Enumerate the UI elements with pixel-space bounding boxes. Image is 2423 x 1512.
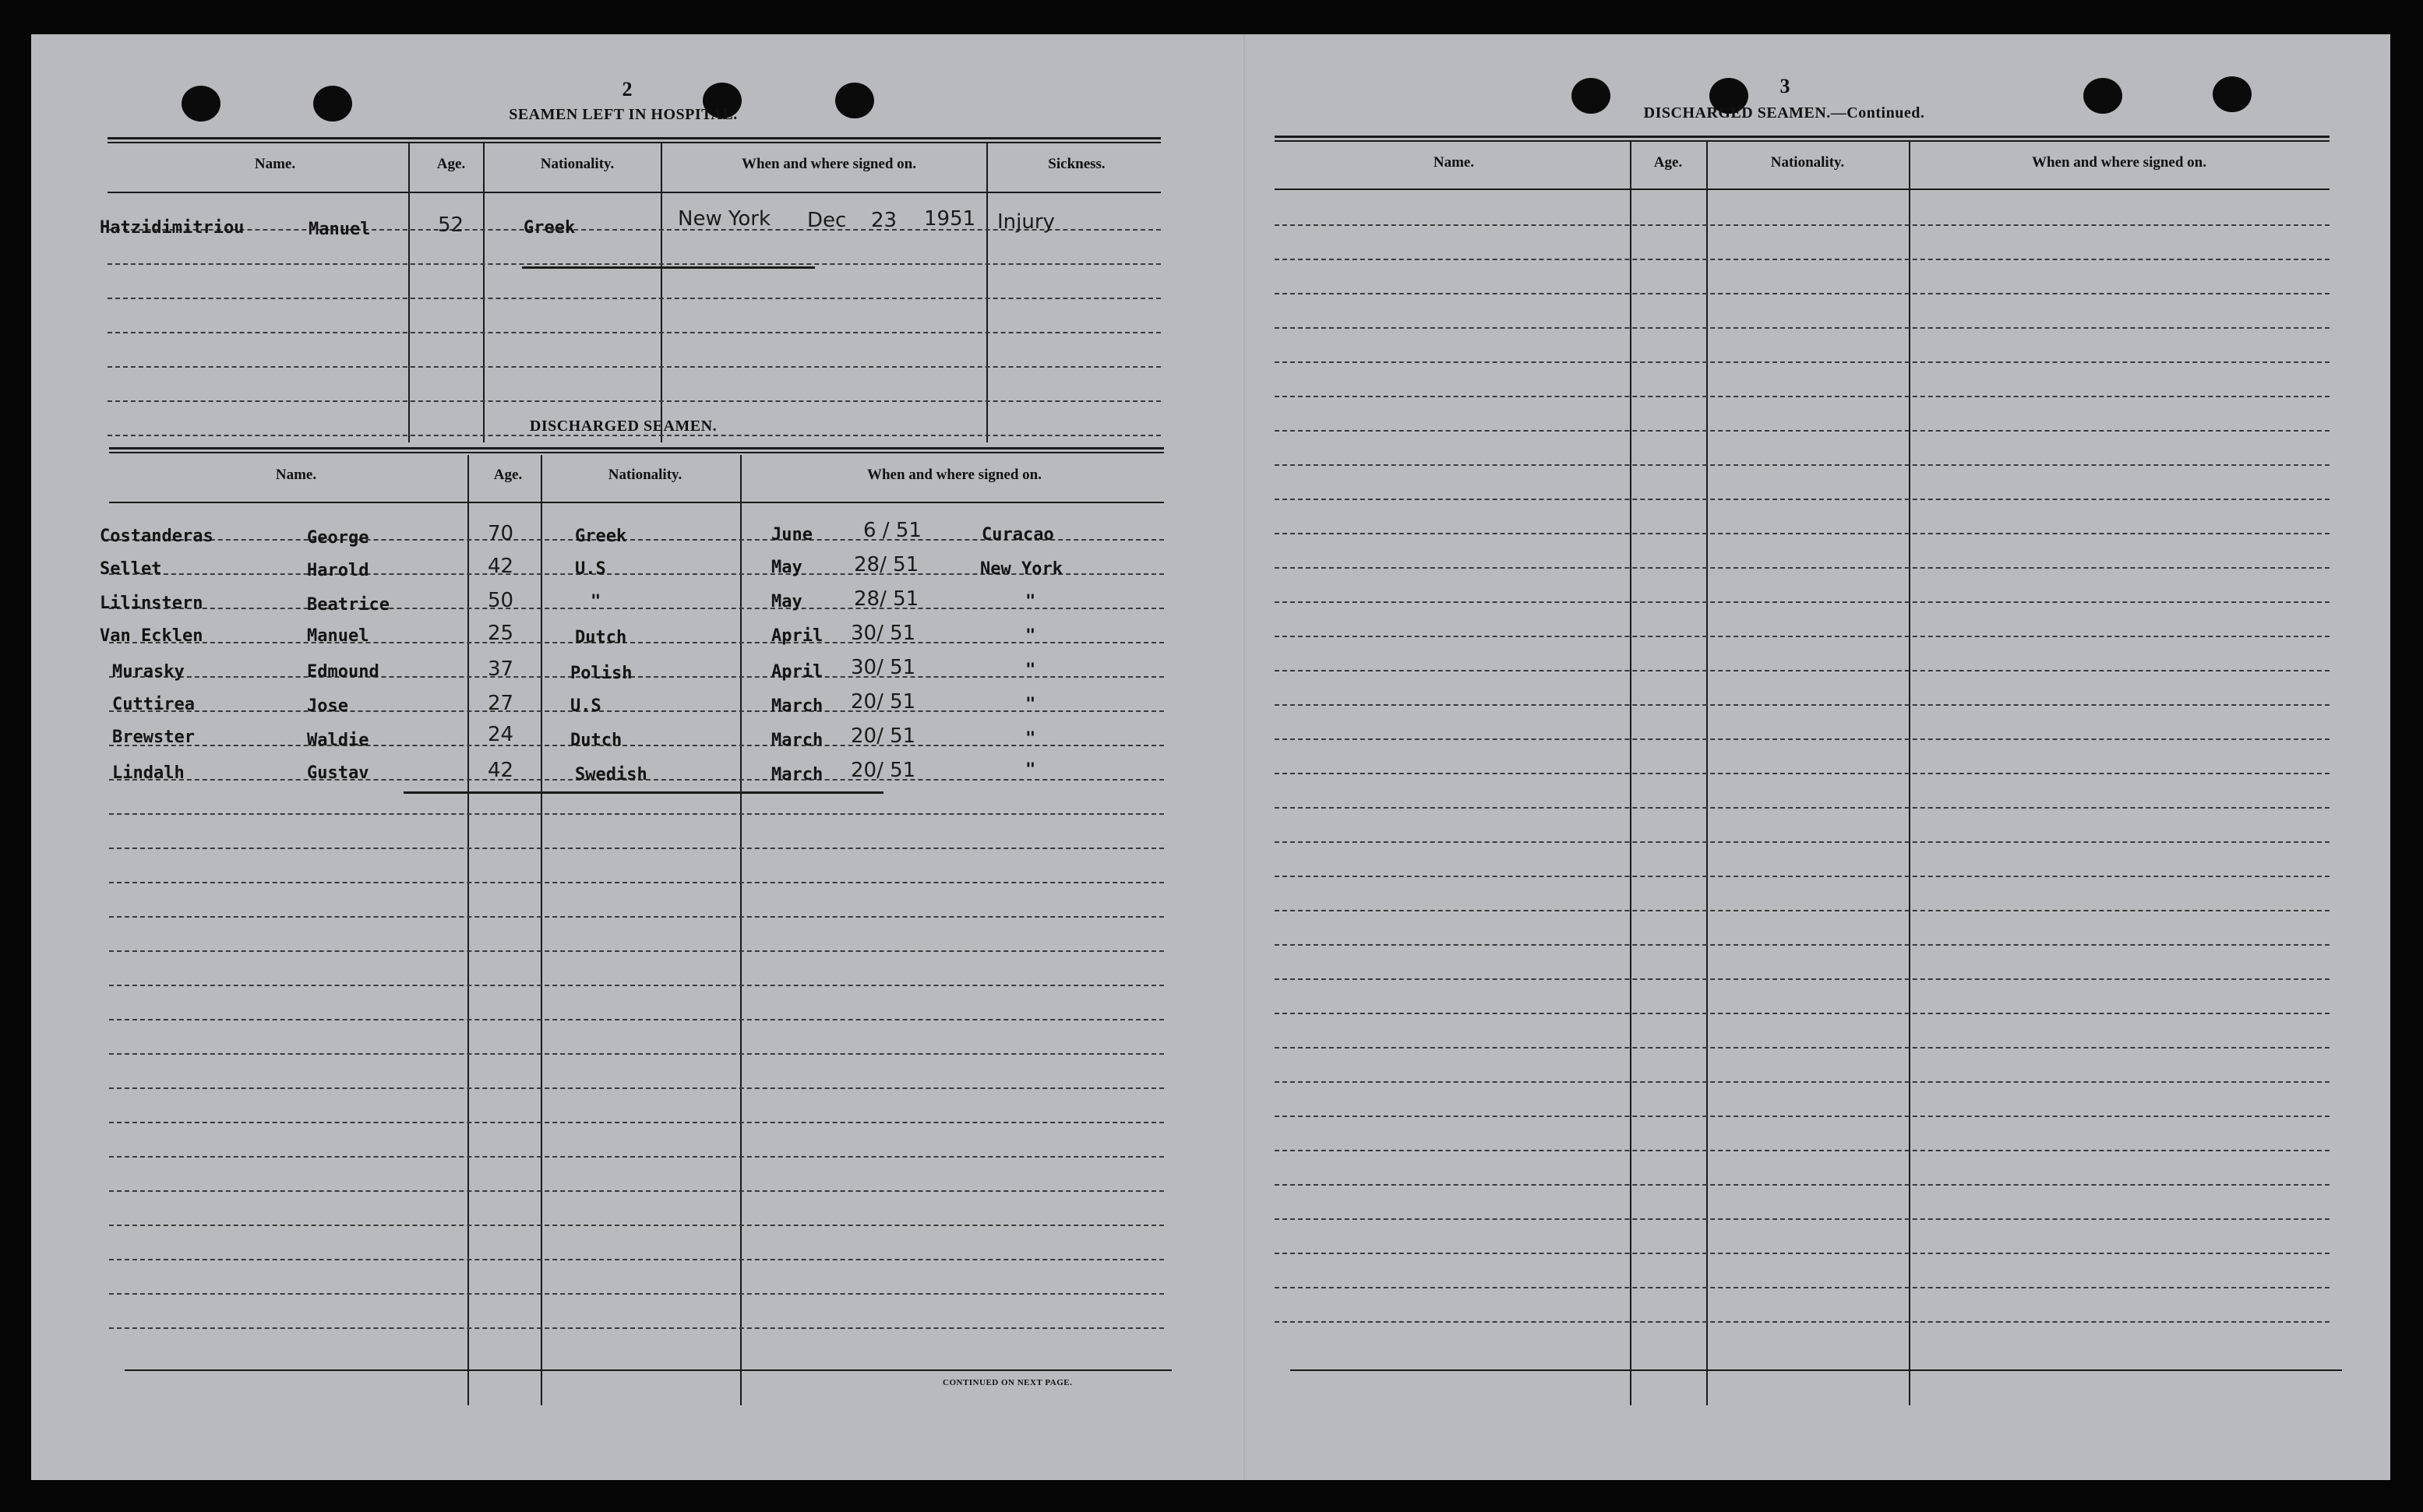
- discharged-signed-date: 30/ 51: [851, 656, 916, 679]
- entry-line: [109, 1225, 1164, 1226]
- entry-line: [1275, 910, 2330, 911]
- discharged-given-name: Gustav: [307, 763, 369, 783]
- discharged-continued-title: DISCHARGED SEAMEN.—Continued.: [1643, 104, 1925, 122]
- discharged-surname: Costanderas: [100, 527, 213, 546]
- entry-line: [1275, 841, 2330, 843]
- entry-line: [1275, 978, 2330, 980]
- entry-line: [109, 710, 1164, 712]
- discharged-nationality: Polish: [570, 664, 633, 683]
- entry-line: [1275, 533, 2330, 534]
- entry-line: [109, 1156, 1164, 1158]
- discharged-age: 37: [488, 657, 514, 681]
- discharged-nationality: Greek: [575, 527, 627, 546]
- col-header-nationality: Nationality.: [540, 156, 615, 172]
- discharged-nationality: U.S: [575, 559, 606, 579]
- entry-line: [1275, 636, 2330, 637]
- col-header-signed-on: When and where signed on.: [2031, 154, 2206, 171]
- col-header-nationality: Nationality.: [608, 467, 682, 483]
- entry-line: [1275, 738, 2330, 740]
- entry-line: [1275, 499, 2330, 500]
- discharged-signed-month: April: [771, 662, 824, 682]
- entry-line: [1275, 1184, 2330, 1186]
- discharged-surname: Murasky: [112, 662, 185, 682]
- col-header-name: Name.: [254, 156, 296, 172]
- entry-line: [1275, 259, 2330, 260]
- entry-line: [109, 848, 1164, 849]
- col-header-age: Age.: [493, 467, 523, 483]
- punch-hole: [313, 86, 352, 122]
- hospital-signed-month: Dec: [807, 209, 847, 232]
- entry-line: [1275, 567, 2330, 569]
- entry-line: [1275, 601, 2330, 603]
- header-rule: [108, 192, 1161, 193]
- discharged-signed-month: May: [771, 592, 802, 611]
- discharged-surname: Sellet: [100, 559, 162, 579]
- column-divider: [483, 143, 485, 442]
- col-header-signed-on: When and where signed on.: [866, 467, 1042, 483]
- discharged-given-name: Harold: [307, 561, 369, 580]
- discharged-nationality: U.S: [570, 696, 601, 716]
- end-of-list-rule: [404, 791, 883, 794]
- column-divider: [661, 143, 662, 442]
- bottom-rule: [1290, 1369, 2342, 1371]
- discharged-signed-date: 30/ 51: [851, 622, 916, 645]
- col-header-signed-on: When and where signed on.: [741, 156, 916, 172]
- entry-line: [1275, 876, 2330, 877]
- discharged-age: 70: [488, 522, 514, 545]
- col-header-sickness: Sickness.: [1048, 156, 1106, 172]
- discharged-nationality: ": [591, 592, 601, 611]
- entry-line: [1275, 944, 2330, 946]
- punch-hole: [2213, 76, 2252, 112]
- discharged-signed-date: 6 / 51: [863, 519, 922, 542]
- discharged-signed-place: ": [1025, 661, 1036, 680]
- entry-line: [109, 882, 1164, 883]
- entry-line: [109, 676, 1164, 678]
- entry-line: [109, 642, 1164, 643]
- discharged-age: 25: [488, 622, 514, 645]
- entry-line: [109, 1019, 1164, 1020]
- entry-line: [109, 916, 1164, 918]
- discharged-section-title: DISCHARGED SEAMEN.: [529, 418, 718, 435]
- entry-line: [1275, 430, 2330, 432]
- page-number: 2: [622, 78, 633, 100]
- hospital-surname: Hatzidimitriou: [100, 218, 245, 238]
- col-header-age: Age.: [1653, 154, 1683, 171]
- table-rule: [1275, 136, 2330, 142]
- discharged-age: 42: [488, 555, 514, 578]
- hospital-age: 52: [438, 213, 464, 237]
- discharged-surname: Brewster: [112, 728, 195, 747]
- bottom-rule: [125, 1369, 1172, 1371]
- entry-line: [109, 745, 1164, 746]
- entry-line: [109, 1053, 1164, 1055]
- discharged-given-name: Edmound: [307, 662, 379, 682]
- column-divider: [740, 455, 742, 1405]
- table-rule: [108, 137, 1161, 143]
- entry-line: [108, 263, 1161, 265]
- entry-line: [1275, 293, 2330, 294]
- col-header-name: Name.: [1433, 154, 1475, 171]
- discharged-signed-date: 28/ 51: [854, 587, 919, 611]
- discharged-signed-month: March: [771, 765, 824, 784]
- entry-line: [1275, 464, 2330, 466]
- column-divider: [541, 455, 542, 1405]
- discharged-given-name: Waldie: [307, 731, 369, 750]
- entry-line: [108, 298, 1161, 299]
- entry-line: [109, 985, 1164, 986]
- discharged-signed-date: 28/ 51: [854, 553, 919, 576]
- entry-line: [109, 1190, 1164, 1192]
- col-header-age: Age.: [436, 156, 466, 172]
- entry-line: [109, 608, 1164, 609]
- discharged-given-name: Manuel: [307, 626, 369, 646]
- discharged-signed-month: May: [771, 558, 802, 577]
- discharged-signed-place: ": [1025, 592, 1036, 611]
- hospital-given-name: Manuel: [309, 220, 371, 239]
- hospital-signed-day: 23: [871, 209, 898, 232]
- hospital-nationality: Greek: [524, 218, 576, 238]
- discharged-signed-month: June: [771, 525, 813, 545]
- discharged-signed-place: ": [1025, 626, 1036, 646]
- discharged-nationality: Swedish: [575, 765, 647, 784]
- entry-line: [1275, 1047, 2330, 1049]
- column-divider: [408, 143, 410, 442]
- hospital-signed-year: 1951: [924, 207, 976, 231]
- entry-line: [1275, 1253, 2330, 1254]
- discharged-signed-place: New York: [980, 559, 1063, 579]
- entry-line: [1275, 1287, 2330, 1288]
- entry-line: [108, 400, 1161, 402]
- entry-line: [1275, 1321, 2330, 1323]
- discharged-signed-month: April: [771, 626, 824, 646]
- discharged-given-name: George: [307, 528, 369, 548]
- discharged-given-name: Jose: [307, 696, 348, 716]
- header-rule: [1275, 189, 2330, 190]
- entry-line: [109, 813, 1164, 815]
- discharged-signed-place: ": [1025, 695, 1036, 714]
- column-divider: [467, 455, 469, 1405]
- entry-line: [108, 332, 1161, 333]
- column-divider: [986, 143, 988, 442]
- discharged-signed-date: 20/ 51: [851, 759, 916, 782]
- discharged-nationality: Dutch: [575, 628, 627, 647]
- discharged-signed-month: March: [771, 696, 824, 716]
- discharged-signed-place: ": [1025, 760, 1036, 780]
- discharged-surname: Cuttirea: [112, 695, 195, 714]
- header-rule: [109, 502, 1164, 503]
- entry-line: [109, 950, 1164, 952]
- discharged-given-name: Beatrice: [307, 595, 390, 615]
- discharged-signed-date: 20/ 51: [851, 724, 916, 748]
- entry-line: [1275, 361, 2330, 363]
- punch-hole: [182, 86, 220, 122]
- entry-line: [1275, 1150, 2330, 1151]
- entry-line: [109, 1259, 1164, 1260]
- col-header-name: Name.: [275, 467, 317, 483]
- discharged-surname: Van Ecklen: [100, 626, 203, 646]
- discharged-signed-date: 20/ 51: [851, 690, 916, 714]
- entry-line: [109, 1327, 1164, 1329]
- entry-line: [109, 1293, 1164, 1295]
- entry-line: [1275, 1081, 2330, 1083]
- entry-line: [1275, 1218, 2330, 1220]
- discharged-surname: Lindalh: [112, 763, 185, 783]
- col-header-nationality: Nationality.: [1770, 154, 1845, 171]
- entry-line: [1275, 807, 2330, 809]
- entry-line: [1275, 327, 2330, 329]
- entry-line: [1275, 704, 2330, 706]
- page-fold: [1243, 34, 1245, 1480]
- entry-line: [1275, 773, 2330, 774]
- table-rule: [109, 447, 1164, 453]
- entry-line: [1275, 396, 2330, 397]
- underline-mark: [522, 266, 815, 269]
- discharged-signed-place: Curacao: [982, 525, 1054, 545]
- entry-line: [1275, 670, 2330, 671]
- discharged-signed-place: ": [1025, 729, 1036, 749]
- entry-line: [109, 1087, 1164, 1089]
- discharged-age: 50: [488, 589, 514, 612]
- manifest-sheet: [31, 34, 2390, 1480]
- entry-line: [109, 1122, 1164, 1123]
- entry-line: [1275, 1013, 2330, 1014]
- entry-line: [1275, 224, 2330, 226]
- discharged-signed-month: March: [771, 731, 824, 750]
- hospital-sickness: Injury: [997, 210, 1055, 234]
- punch-hole: [2083, 78, 2122, 114]
- continued-note: CONTINUED ON NEXT PAGE.: [943, 1378, 1073, 1387]
- discharged-nationality: Dutch: [570, 731, 623, 750]
- discharged-surname: Lilinstern: [100, 594, 203, 613]
- entry-line: [1275, 1115, 2330, 1117]
- hospital-signed-place: New York: [678, 207, 771, 231]
- page-number: 3: [1779, 75, 1790, 97]
- hospital-section-title: SEAMEN LEFT IN HOSPITAL.: [509, 106, 738, 123]
- entry-line: [108, 366, 1161, 368]
- discharged-age: 42: [488, 759, 514, 782]
- discharged-age: 24: [488, 723, 514, 746]
- discharged-age: 27: [488, 692, 514, 715]
